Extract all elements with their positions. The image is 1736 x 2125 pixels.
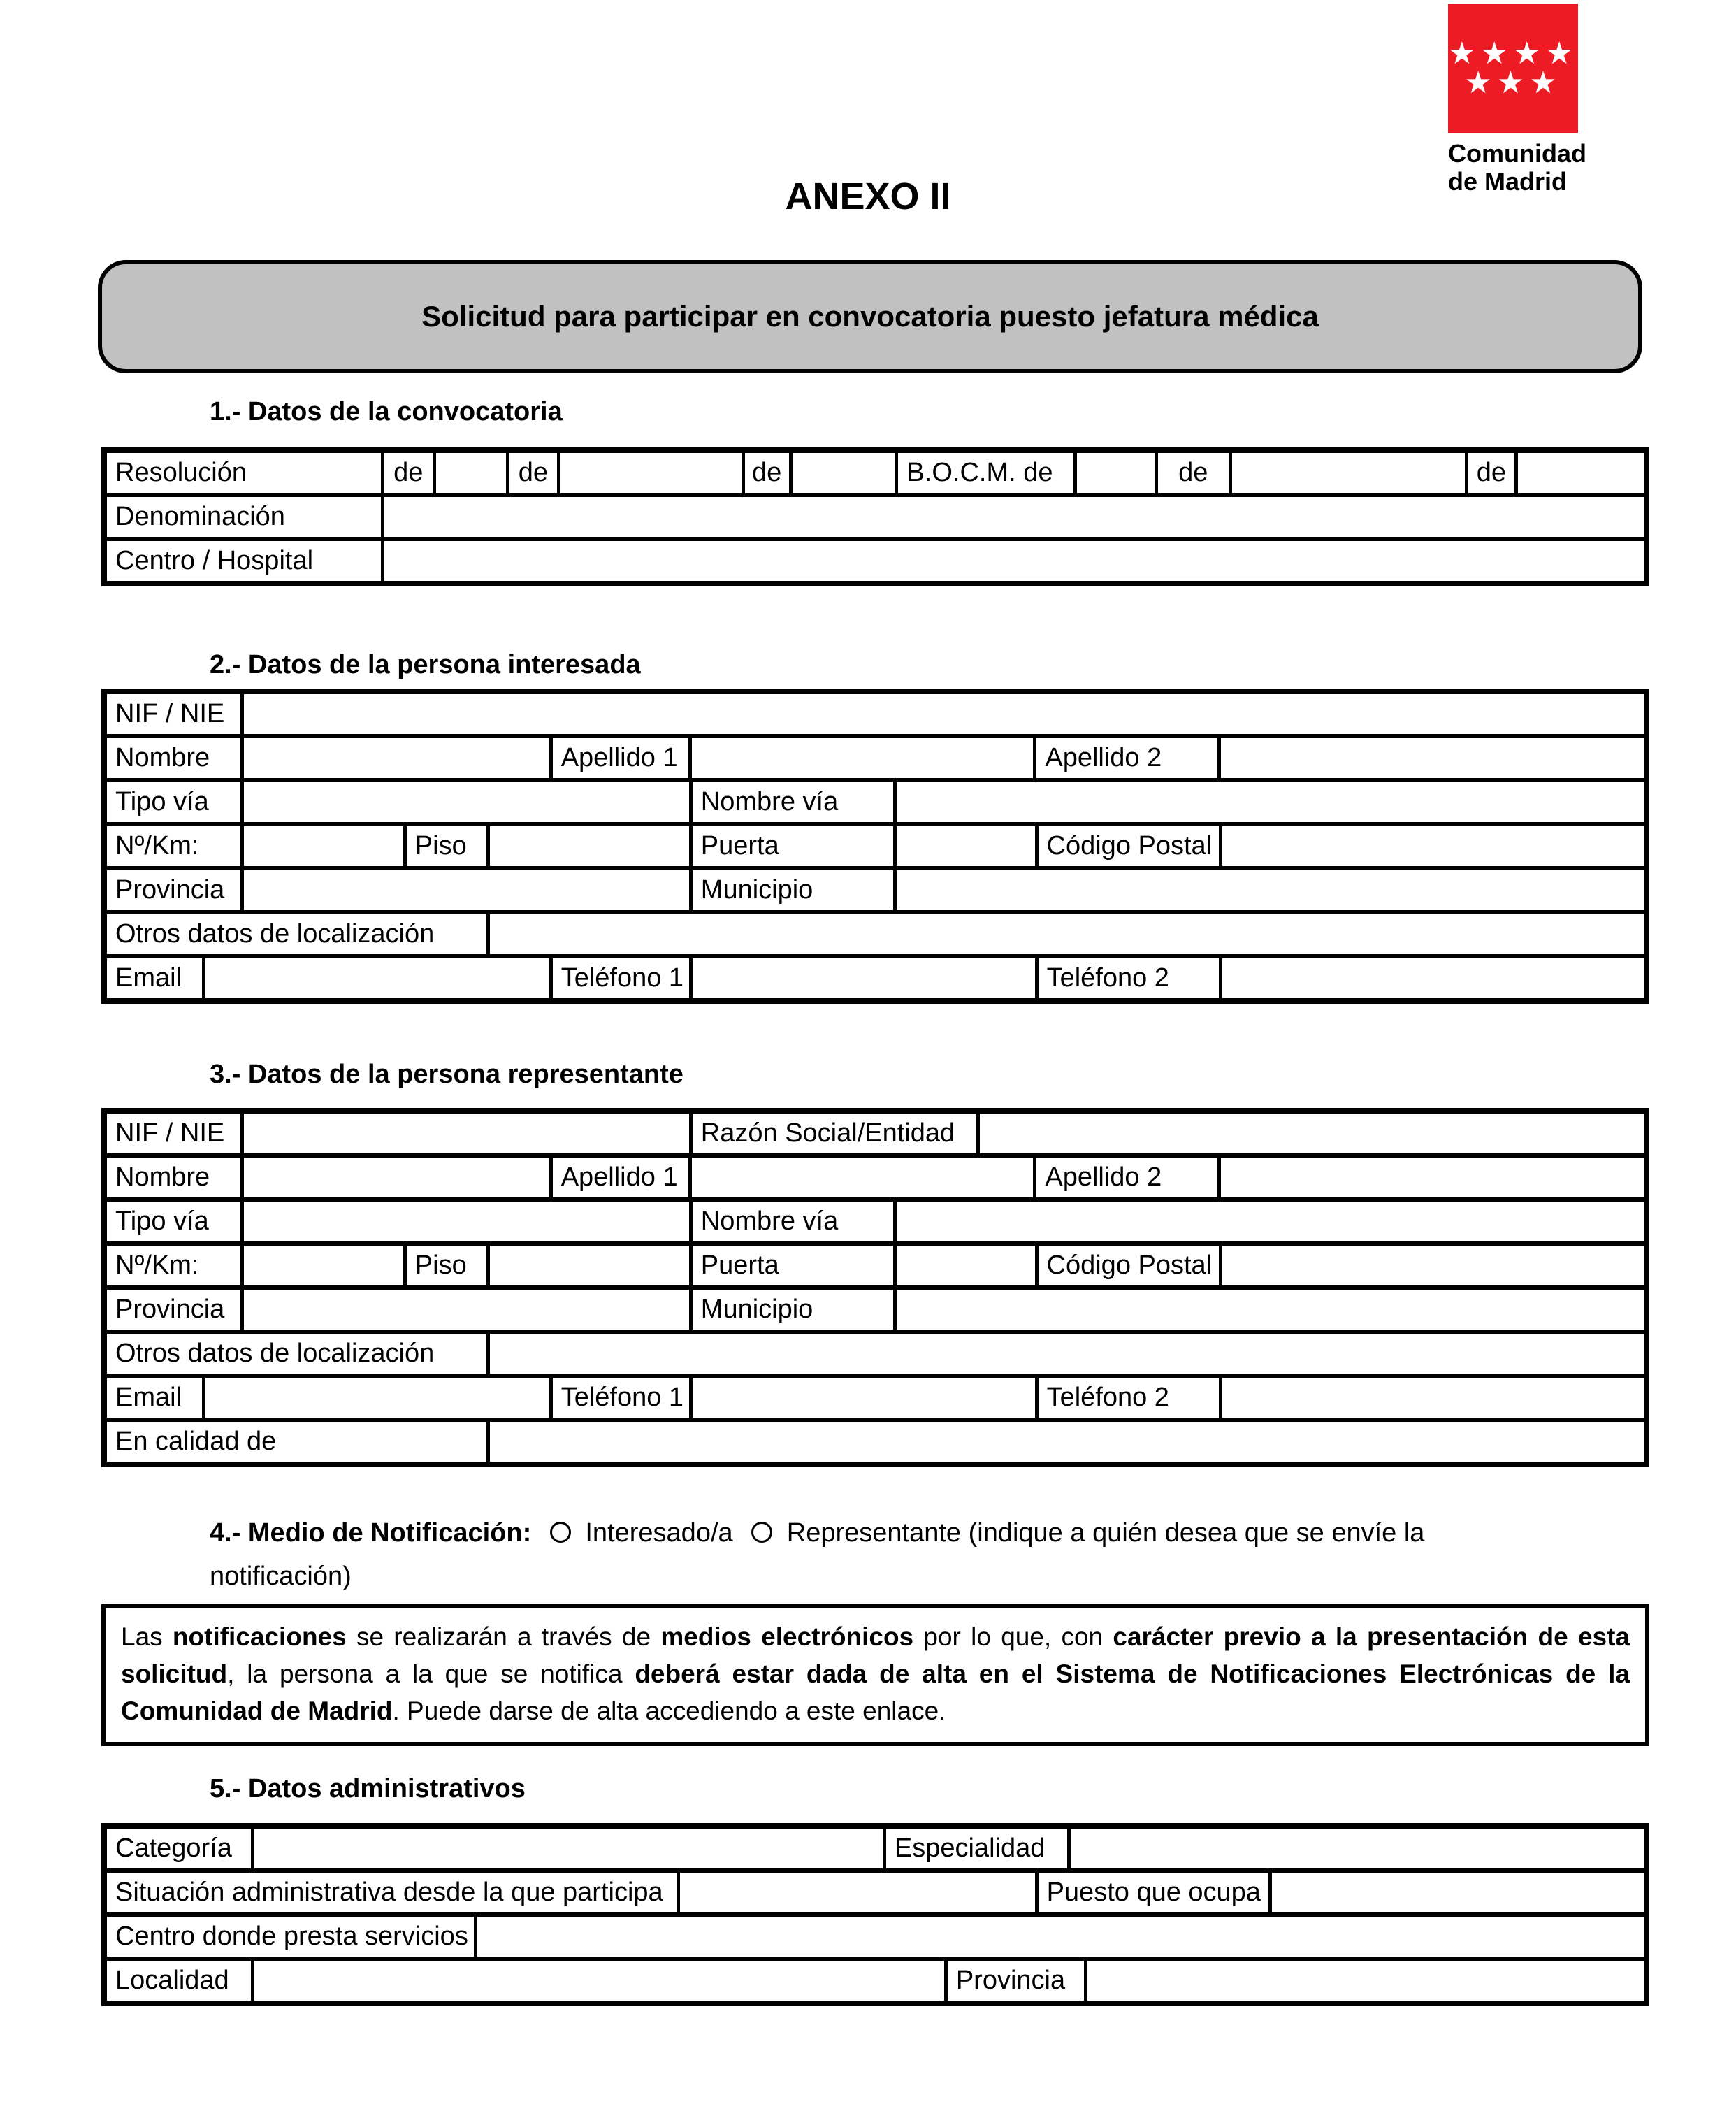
section4-heading-line2 bbox=[210, 1562, 352, 1592]
table-row bbox=[107, 453, 1644, 497]
input-otros-datos-interesada[interactable] bbox=[490, 914, 1644, 954]
radio-interesado-label: Interesado/a bbox=[585, 1518, 733, 1548]
input-piso-interesada[interactable] bbox=[490, 826, 693, 866]
label-num-km-interesada: Nº/Km: bbox=[107, 826, 244, 866]
label-bocm-de: B.O.C.M. de bbox=[898, 453, 1076, 493]
table-row bbox=[107, 1290, 1644, 1334]
label-otros-datos-interesada: Otros datos de localización bbox=[107, 914, 490, 954]
label-nombre-interesada: Nombre bbox=[107, 738, 244, 778]
label-nif-interesada: NIF / NIE bbox=[107, 694, 244, 734]
input-piso-representante[interactable] bbox=[490, 1246, 693, 1285]
input-centro-hospital[interactable] bbox=[384, 541, 1644, 581]
input-denominacion[interactable] bbox=[384, 497, 1644, 537]
label-centro-hospital: Centro / Hospital bbox=[107, 541, 384, 581]
flag-stars-row-bottom: ★★★ bbox=[1464, 66, 1562, 100]
label-de: de bbox=[384, 453, 436, 493]
label-nombre-representante: Nombre bbox=[107, 1158, 244, 1197]
section1-heading: 1.- Datos de la convocatoria bbox=[210, 397, 563, 426]
input-codigo-postal-interesada[interactable] bbox=[1222, 826, 1644, 866]
table-row bbox=[107, 1158, 1644, 1202]
input-localidad[interactable] bbox=[254, 1961, 948, 2001]
input-resolucion-dia[interactable] bbox=[436, 453, 510, 493]
flag-stars-row-top: ★★★★ bbox=[1448, 36, 1578, 71]
table-row bbox=[107, 1246, 1644, 1290]
input-tipo-via-representante[interactable] bbox=[244, 1202, 692, 1241]
input-municipio-representante[interactable] bbox=[897, 1290, 1644, 1330]
input-email-representante[interactable] bbox=[205, 1378, 553, 1418]
input-tipo-via-interesada[interactable] bbox=[244, 782, 692, 822]
input-puerta-interesada[interactable] bbox=[897, 826, 1038, 866]
input-num-km-interesada[interactable] bbox=[244, 826, 406, 866]
label-provincia-representante: Provincia bbox=[107, 1290, 244, 1330]
input-especialidad[interactable] bbox=[1071, 1829, 1644, 1868]
label-piso-interesada: Piso bbox=[407, 826, 490, 866]
input-provincia-administrativa[interactable] bbox=[1087, 1961, 1644, 2001]
label-tipo-via-representante: Tipo vía bbox=[107, 1202, 244, 1241]
input-apellido2-interesada[interactable] bbox=[1221, 738, 1644, 778]
input-provincia-representante[interactable] bbox=[244, 1290, 692, 1330]
notice-text-bold: deberá estar dada de alta en el Sistema de Notificaciones Electrónicas de la Comunidad de Madrid bbox=[121, 1659, 1630, 1725]
label-puerta-interesada: Puerta bbox=[693, 826, 897, 866]
notice-text-bold: notificaciones bbox=[172, 1622, 347, 1651]
table-row bbox=[107, 1961, 1644, 2001]
label-nombre-via-interesada: Nombre vía bbox=[693, 782, 897, 822]
table-row bbox=[107, 870, 1644, 914]
input-telefono1-representante[interactable] bbox=[693, 1378, 1039, 1418]
notice-text: Las bbox=[121, 1622, 173, 1651]
label-puerta-representante: Puerta bbox=[693, 1246, 897, 1285]
table-row bbox=[107, 694, 1644, 738]
label-codigo-postal-interesada: Código Postal bbox=[1039, 826, 1223, 866]
label-nif-representante: NIF / NIE bbox=[107, 1114, 244, 1153]
table-row bbox=[107, 1829, 1644, 1873]
section4-heading-line1 bbox=[210, 1518, 1424, 1548]
table-persona-representante bbox=[101, 1108, 1649, 1467]
label-telefono2-interesada: Teléfono 2 bbox=[1039, 958, 1223, 998]
label-apellido2-interesada: Apellido 2 bbox=[1036, 738, 1221, 778]
label-provincia-interesada: Provincia bbox=[107, 870, 244, 910]
input-nombre-via-representante[interactable] bbox=[897, 1202, 1644, 1241]
table-row bbox=[107, 958, 1644, 998]
label-telefono1-representante: Teléfono 1 bbox=[553, 1378, 693, 1418]
section5-heading: 5.- Datos administrativos bbox=[210, 1774, 526, 1803]
label-apellido2-representante: Apellido 2 bbox=[1036, 1158, 1221, 1197]
input-municipio-interesada[interactable] bbox=[897, 870, 1644, 910]
madrid-flag-icon bbox=[1448, 4, 1578, 133]
label-nombre-via-representante: Nombre vía bbox=[693, 1202, 897, 1241]
radio-interesado[interactable] bbox=[550, 1522, 571, 1543]
input-nombre-representante[interactable] bbox=[244, 1158, 552, 1197]
input-bocm-mes[interactable] bbox=[1232, 453, 1469, 493]
label-de: de bbox=[745, 453, 793, 493]
input-apellido1-interesada[interactable] bbox=[692, 738, 1036, 778]
input-en-calidad-de[interactable] bbox=[490, 1422, 1644, 1462]
logo-line2: de Madrid bbox=[1448, 167, 1568, 196]
notice-text: se realizarán a través de bbox=[346, 1622, 661, 1651]
input-telefono2-representante[interactable] bbox=[1222, 1378, 1644, 1418]
label-de: de bbox=[509, 453, 560, 493]
form-title-banner bbox=[98, 260, 1642, 373]
notice-text-bold: carácter previo a la presentación de esta solicitud bbox=[121, 1622, 1630, 1688]
section3-heading: 3.- Datos de la persona representante bbox=[210, 1060, 683, 1089]
label-email-representante: Email bbox=[107, 1378, 205, 1418]
label-centro-servicios: Centro donde presta servicios bbox=[107, 1917, 477, 1957]
input-provincia-interesada[interactable] bbox=[244, 870, 692, 910]
label-provincia-administrativa: Provincia bbox=[948, 1961, 1087, 2001]
notification-notice-box bbox=[101, 1604, 1649, 1746]
table-row bbox=[107, 1202, 1644, 1246]
input-resolucion-ano[interactable] bbox=[793, 453, 899, 493]
input-situacion-administrativa[interactable] bbox=[680, 1873, 1038, 1912]
input-telefono2-interesada[interactable] bbox=[1222, 958, 1644, 998]
section4-heading: 4.- Medio de Notificación: bbox=[210, 1518, 532, 1548]
radio-representante-label: Representante (indique a quién desea que se envíe la bbox=[786, 1518, 1425, 1548]
table-datos-administrativos bbox=[101, 1823, 1649, 2006]
table-row bbox=[107, 541, 1644, 581]
label-telefono2-representante: Teléfono 2 bbox=[1039, 1378, 1223, 1418]
table-convocatoria bbox=[101, 447, 1649, 586]
input-resolucion-mes[interactable] bbox=[560, 453, 745, 493]
label-localidad: Localidad bbox=[107, 1961, 254, 2001]
notice-text: , la persona a la que se notifica bbox=[227, 1659, 635, 1688]
input-centro-servicios[interactable] bbox=[477, 1917, 1644, 1957]
label-municipio-interesada: Municipio bbox=[693, 870, 897, 910]
label-otros-datos-representante: Otros datos de localización bbox=[107, 1334, 490, 1374]
notice-text: por lo que, con bbox=[913, 1622, 1113, 1651]
table-row bbox=[107, 1873, 1644, 1917]
input-categoria[interactable] bbox=[254, 1829, 886, 1868]
label-codigo-postal-representante: Código Postal bbox=[1039, 1246, 1223, 1285]
label-de: de bbox=[1158, 453, 1232, 493]
table-row bbox=[107, 782, 1644, 826]
table-row bbox=[107, 1378, 1644, 1422]
label-num-km-representante: Nº/Km: bbox=[107, 1246, 244, 1285]
input-puerta-representante[interactable] bbox=[897, 1246, 1038, 1285]
input-nif-representante[interactable] bbox=[244, 1114, 692, 1153]
input-nif-interesada[interactable] bbox=[244, 694, 1644, 734]
radio-representante-label-wrap: notificación) bbox=[210, 1562, 352, 1591]
label-en-calidad-de: En calidad de bbox=[107, 1422, 490, 1462]
label-apellido1-interesada: Apellido 1 bbox=[553, 738, 692, 778]
table-row bbox=[107, 497, 1644, 541]
input-razon-social[interactable] bbox=[980, 1114, 1644, 1153]
notice-text: . Puede darse de alta accediendo a este enlace. bbox=[392, 1697, 946, 1725]
radio-representante[interactable] bbox=[751, 1522, 772, 1543]
label-puesto-que-ocupa: Puesto que ocupa bbox=[1039, 1873, 1272, 1912]
table-row bbox=[107, 826, 1644, 870]
input-telefono1-interesada[interactable] bbox=[693, 958, 1039, 998]
comunidad-de-madrid-logo bbox=[1448, 4, 1609, 196]
label-de: de bbox=[1468, 453, 1517, 493]
table-row bbox=[107, 738, 1644, 782]
label-municipio-representante: Municipio bbox=[693, 1290, 897, 1330]
input-apellido2-representante[interactable] bbox=[1221, 1158, 1644, 1197]
label-especialidad: Especialidad bbox=[886, 1829, 1071, 1868]
label-denominacion: Denominación bbox=[107, 497, 384, 537]
input-bocm-ano[interactable] bbox=[1518, 453, 1644, 493]
section2-heading: 2.- Datos de la persona interesada bbox=[210, 650, 641, 679]
input-nombre-interesada[interactable] bbox=[244, 738, 552, 778]
label-telefono1-interesada: Teléfono 1 bbox=[553, 958, 693, 998]
input-bocm-dia[interactable] bbox=[1077, 453, 1159, 493]
notice-text-bold: medios electrónicos bbox=[660, 1622, 914, 1651]
logo-line1: Comunidad bbox=[1448, 139, 1586, 168]
page-title: ANEXO II bbox=[785, 175, 951, 217]
label-razon-social: Razón Social/Entidad bbox=[693, 1114, 980, 1153]
input-codigo-postal-representante[interactable] bbox=[1222, 1246, 1644, 1285]
table-row bbox=[107, 1917, 1644, 1961]
table-persona-interesada bbox=[101, 689, 1649, 1004]
label-tipo-via-interesada: Tipo vía bbox=[107, 782, 244, 822]
label-resolucion: Resolución bbox=[107, 453, 384, 493]
table-row bbox=[107, 1114, 1644, 1158]
input-puesto-que-ocupa[interactable] bbox=[1272, 1873, 1644, 1912]
table-row bbox=[107, 1334, 1644, 1378]
label-piso-representante: Piso bbox=[407, 1246, 490, 1285]
label-email-interesada: Email bbox=[107, 958, 205, 998]
label-situacion-administrativa: Situación administrativa desde la que participa bbox=[107, 1873, 680, 1912]
input-nombre-via-interesada[interactable] bbox=[897, 782, 1644, 822]
input-apellido1-representante[interactable] bbox=[692, 1158, 1036, 1197]
label-apellido1-representante: Apellido 1 bbox=[553, 1158, 692, 1197]
input-num-km-representante[interactable] bbox=[244, 1246, 406, 1285]
input-otros-datos-representante[interactable] bbox=[490, 1334, 1644, 1374]
table-row bbox=[107, 914, 1644, 958]
label-categoria: Categoría bbox=[107, 1829, 254, 1868]
input-email-interesada[interactable] bbox=[205, 958, 553, 998]
table-row bbox=[107, 1422, 1644, 1462]
form-title-text: Solicitud para participar en convocatoria puesto jefatura médica bbox=[421, 300, 1319, 333]
